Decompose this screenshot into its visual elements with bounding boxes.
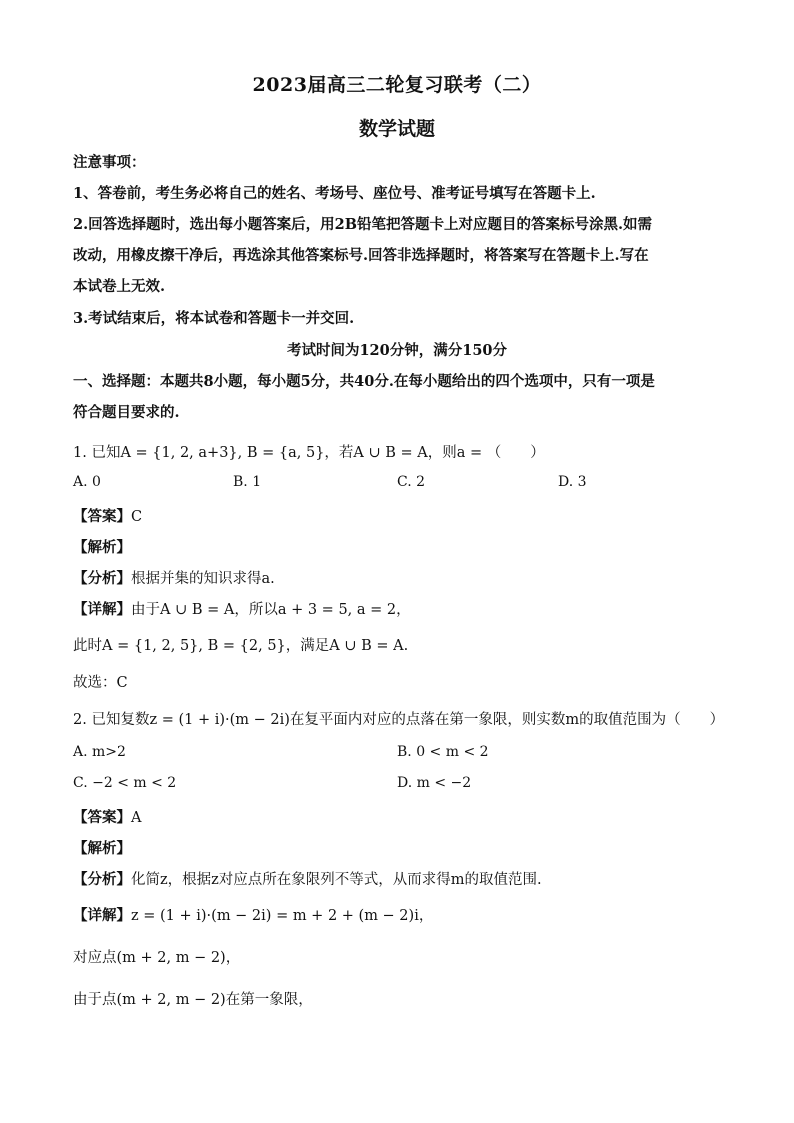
q1-option-d: D. 3 [558, 474, 587, 490]
q1-conclusion: 故选：C [73, 675, 128, 691]
q1-fenxi-label: 【分析】 [73, 570, 131, 587]
q1-detail-1: 由于A ∪ B = A，所以a + 3 = 5, a = 2， [131, 602, 411, 618]
q1-analysis-label: 【解析】 [73, 539, 131, 556]
q2-fenxi: 化简z，根据z对应点所在象限列不等式，从而求得m的取值范围. [131, 872, 542, 888]
section-1-line-2: 符合题目要求的. [73, 404, 180, 421]
q2-option-c: C. −2 < m < 2 [73, 775, 177, 791]
q1-detail-row [73, 598, 411, 619]
notice-item-2-line-3: 本试卷上无效. [73, 278, 166, 295]
q2-detail-1: z = (1 + i)·(m − 2i) = m + 2 + (m − 2)i， [131, 908, 434, 924]
notice-heading: 注意事项： [73, 154, 146, 171]
q1-stem: 1. 已知A = {1, 2, a+3}, B = {a, 5}，若A ∪ B = A，则a = （ ） [73, 445, 545, 461]
section-1-line-1: 一、选择题：本题共8小题，每小题5分，共40分.在每小题给出的四个选项中，只有一项是 [73, 373, 655, 390]
page-subtitle: 数学试题 [358, 118, 435, 140]
q2-answer-row [73, 806, 141, 827]
q1-detail-label: 【详解】 [73, 601, 131, 618]
q1-option-b: B. 1 [233, 474, 262, 490]
q2-option-b: B. 0 < m < 2 [397, 744, 489, 760]
q2-option-a: A. m>2 [73, 744, 126, 760]
q2-option-d: D. m < −2 [397, 775, 472, 791]
q1-answer-row [73, 505, 142, 526]
q2-stem: 2. 已知复数z = (1 + i)·(m − 2i)在复平面内对应的点落在第一象限，则实数m的取值范围为（ ） [73, 712, 725, 728]
page-title: 2023届高三二轮复习联考（二） [252, 74, 542, 96]
q1-answer-label: 【答案】 [73, 508, 131, 525]
q1-answer: C [131, 509, 143, 525]
notice-item-2-line-2: 改动，用橡皮擦干净后，再选涂其他答案标号.回答非选择题时，将答案写在答题卡上.写在 [73, 247, 649, 264]
q2-detail-label: 【详解】 [73, 907, 131, 924]
q2-answer: A [131, 810, 142, 826]
q1-detail-2: 此时A = {1, 2, 5}, B = {2, 5}，满足A ∪ B = A. [73, 638, 409, 654]
notice-item-1: 1、答卷前，考生务必将自己的姓名、考场号、座位号、准考证号填写在答题卡上. [73, 185, 596, 202]
exam-info: 考试时间为120分钟，满分150分 [286, 342, 508, 359]
q1-fenxi-row [73, 567, 275, 588]
q2-detail-3: 由于点(m + 2, m − 2)在第一象限， [73, 992, 313, 1008]
q1-fenxi: 根据并集的知识求得a. [131, 571, 275, 587]
q1-option-a: A. 0 [73, 474, 101, 490]
notice-item-2-line-1: 2.回答选择题时，选出每小题答案后，用2B铅笔把答题卡上对应题目的答案标号涂黑.如需 [73, 216, 653, 233]
q2-detail-2: 对应点(m + 2, m − 2)， [73, 950, 241, 966]
q2-fenxi-label: 【分析】 [73, 871, 131, 888]
q2-fenxi-row [73, 868, 542, 889]
q2-analysis-label: 【解析】 [73, 840, 131, 857]
q2-detail-row [73, 904, 433, 925]
q2-answer-label: 【答案】 [73, 809, 131, 826]
notice-item-3: 3.考试结束后，将本试卷和答题卡一并交回. [73, 310, 355, 327]
q1-option-c: C. 2 [397, 474, 426, 490]
